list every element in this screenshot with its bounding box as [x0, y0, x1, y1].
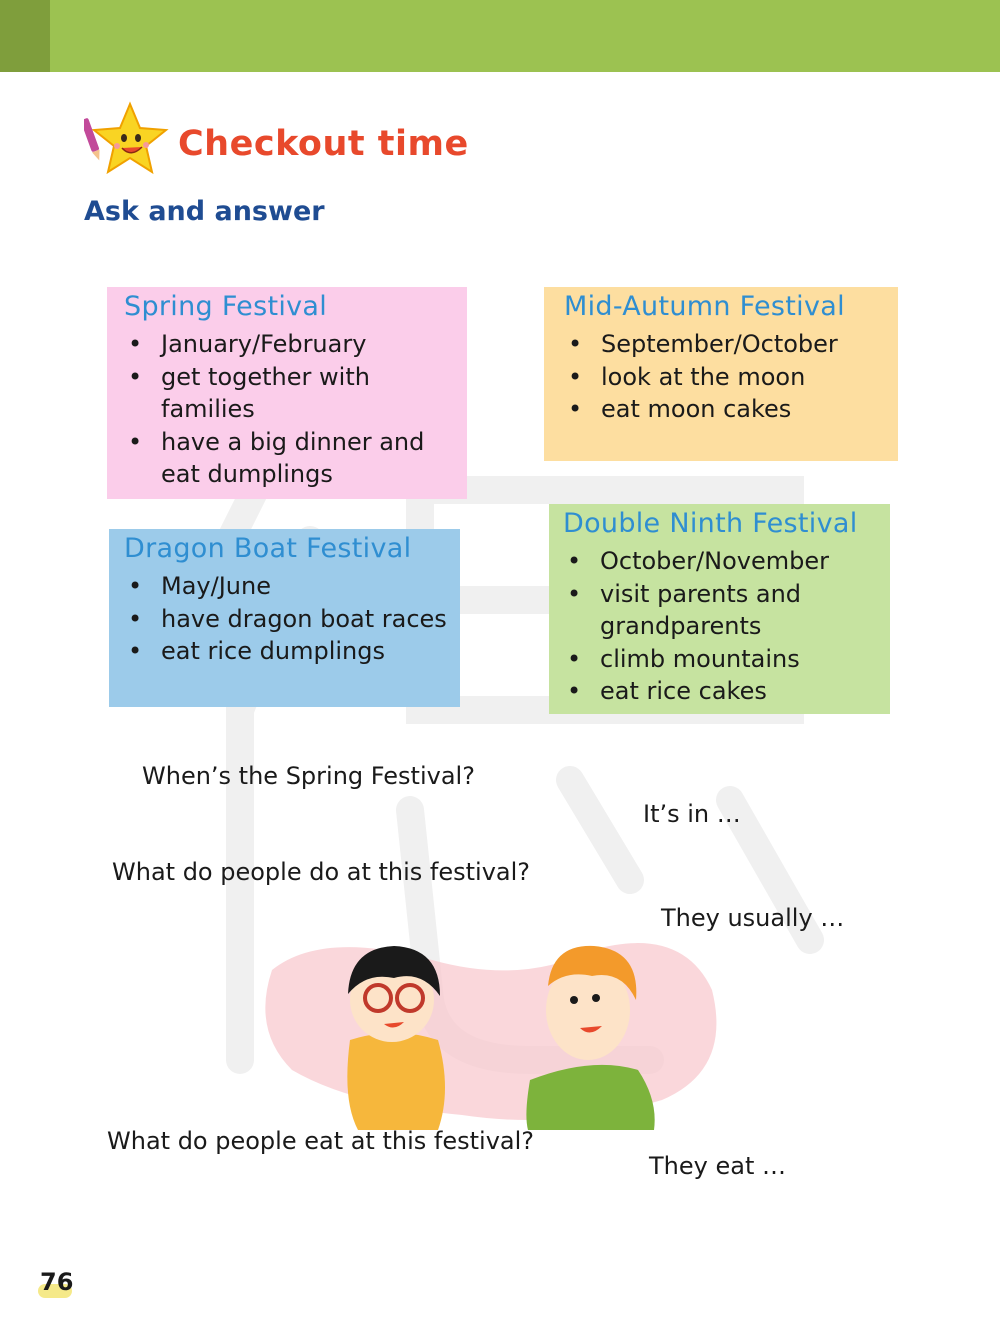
top-color-bar	[0, 0, 1000, 72]
girl-figure	[347, 946, 445, 1130]
list-item: • January/February	[124, 328, 467, 361]
card-title: Mid-Autumn Festival	[564, 291, 845, 322]
dragon-boat-festival-card	[109, 529, 460, 707]
list-item: • eat moon cakes	[564, 393, 898, 426]
list-item: • visit parents and grandparents	[563, 578, 890, 643]
detail-list	[124, 328, 467, 491]
section-title: Checkout time	[178, 124, 469, 164]
list-item: • climb mountains	[563, 643, 890, 676]
list-item: • look at the moon	[564, 361, 898, 394]
list-item: • May/June	[124, 570, 460, 603]
star-mascot-icon	[84, 100, 172, 180]
card-title: Double Ninth Festival	[563, 508, 858, 539]
card-title: Dragon Boat Festival	[124, 533, 412, 564]
list-item: • eat rice cakes	[563, 675, 890, 708]
list-item: • September/October	[564, 328, 898, 361]
answer-usually: They usually …	[661, 904, 845, 932]
mid-autumn-festival-card	[544, 287, 898, 461]
card-title: Spring Festival	[124, 291, 328, 322]
answer-its-in: It’s in …	[643, 800, 741, 828]
page-number: 76	[40, 1268, 74, 1296]
question-when: When’s the Spring Festival?	[142, 762, 475, 790]
children-illustration	[262, 930, 722, 1130]
question-what-do: What do people do at this festival?	[112, 858, 531, 886]
spring-festival-card	[107, 287, 467, 499]
answer-they-eat: They eat …	[649, 1152, 786, 1180]
top-bar-tab	[0, 0, 50, 72]
list-item: • October/November	[563, 545, 890, 578]
list-item: • get together with families	[124, 361, 467, 426]
detail-list	[564, 328, 898, 426]
question-what-eat: What do people eat at this festival?	[107, 1127, 535, 1155]
detail-list	[124, 570, 460, 668]
double-ninth-festival-card	[549, 504, 890, 714]
activity-subtitle: Ask and answer	[84, 196, 325, 227]
detail-list	[563, 545, 890, 708]
list-item: • have dragon boat races	[124, 603, 460, 636]
list-item: • eat rice dumplings	[124, 635, 460, 668]
list-item: • have a big dinner and eat dumplings	[124, 426, 467, 491]
